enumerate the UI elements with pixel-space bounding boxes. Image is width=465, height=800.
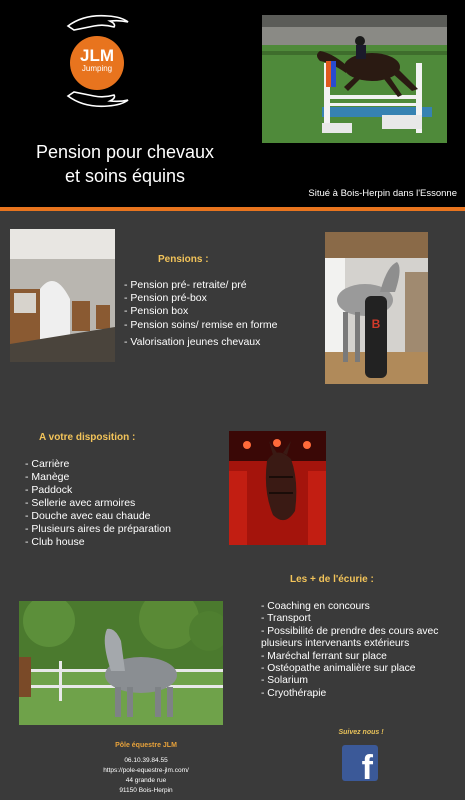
list-item: - Carrière — [25, 458, 70, 470]
list-item: - Douche avec eau chaude — [25, 510, 151, 522]
footer-website-link[interactable]: https://pole-equestre-jlm.com/ — [103, 767, 189, 774]
footer-city: 91150 Bois-Herpin — [119, 787, 173, 794]
list-item: - Club house — [25, 536, 85, 548]
title-line-1: Pension pour chevaux — [35, 142, 215, 162]
pensions-list — [124, 279, 277, 349]
facebook-glyph: f — [361, 749, 373, 787]
logo-circle — [70, 36, 124, 90]
list-item: - Pension pré-box — [124, 292, 207, 305]
list-item: - Transport — [261, 613, 311, 625]
title-line-2: et soins équins — [64, 166, 186, 186]
plus-heading: Les + de l'écurie : — [290, 574, 374, 585]
list-item: - Pension box — [124, 305, 189, 318]
list-item: - Pension soins/ remise en forme — [124, 318, 278, 331]
solarium-photo — [229, 431, 326, 545]
footer-business-name: Pôle équestre JLM — [115, 742, 177, 749]
list-item: - Solarium — [261, 675, 308, 687]
bottom-hand-icon — [64, 90, 132, 110]
top-hand-icon — [64, 12, 132, 32]
list-item: - Ostéopathe animalière sur place — [261, 663, 416, 675]
svg-text:B: B — [371, 317, 381, 331]
pensions-heading: Pensions : — [158, 254, 209, 265]
horse-paddock-photo — [19, 601, 223, 725]
list-item: - Manège — [25, 471, 70, 483]
show-jumping-photo — [262, 15, 447, 143]
facebook-icon[interactable] — [342, 745, 378, 787]
footer-phone[interactable]: 06.10.39.84.55 — [124, 757, 168, 764]
list-item: - Possibilité de prendre des cours avec — [261, 625, 439, 637]
logo-brand-name: JLM — [80, 46, 114, 65]
location-text: Situé à Bois-Herpin dans l'Essonne — [308, 188, 457, 199]
footer-street: 44 grande rue — [125, 777, 167, 784]
list-item: - Plusieurs aires de préparation — [25, 523, 171, 535]
stable-boxes-photo — [10, 229, 115, 362]
logo-tagline: Jumping — [81, 64, 113, 73]
disposition-list — [25, 458, 171, 549]
disposition-heading: A votre disposition : — [39, 432, 136, 443]
list-item: - Pension pré- retraite/ pré — [124, 279, 247, 291]
list-item: - Sellerie avec armoires — [25, 497, 136, 509]
header-banner — [0, 0, 465, 208]
list-item: - Valorisation jeunes chevaux — [124, 335, 261, 348]
list-item: plusieurs intervenants extérieurs — [261, 638, 410, 650]
follow-us-text: Suivez nous ! — [338, 729, 384, 736]
horse-treatment-photo — [325, 232, 428, 384]
list-item: - Cryothérapie — [261, 687, 327, 699]
page-title — [20, 140, 230, 188]
plus-list — [261, 601, 438, 700]
list-item: - Paddock — [25, 484, 73, 496]
list-item: - Maréchal ferrant sur place — [261, 650, 387, 662]
accent-divider — [0, 207, 465, 211]
list-item: - Coaching en concours — [261, 601, 370, 612]
jlm-logo — [58, 12, 138, 112]
